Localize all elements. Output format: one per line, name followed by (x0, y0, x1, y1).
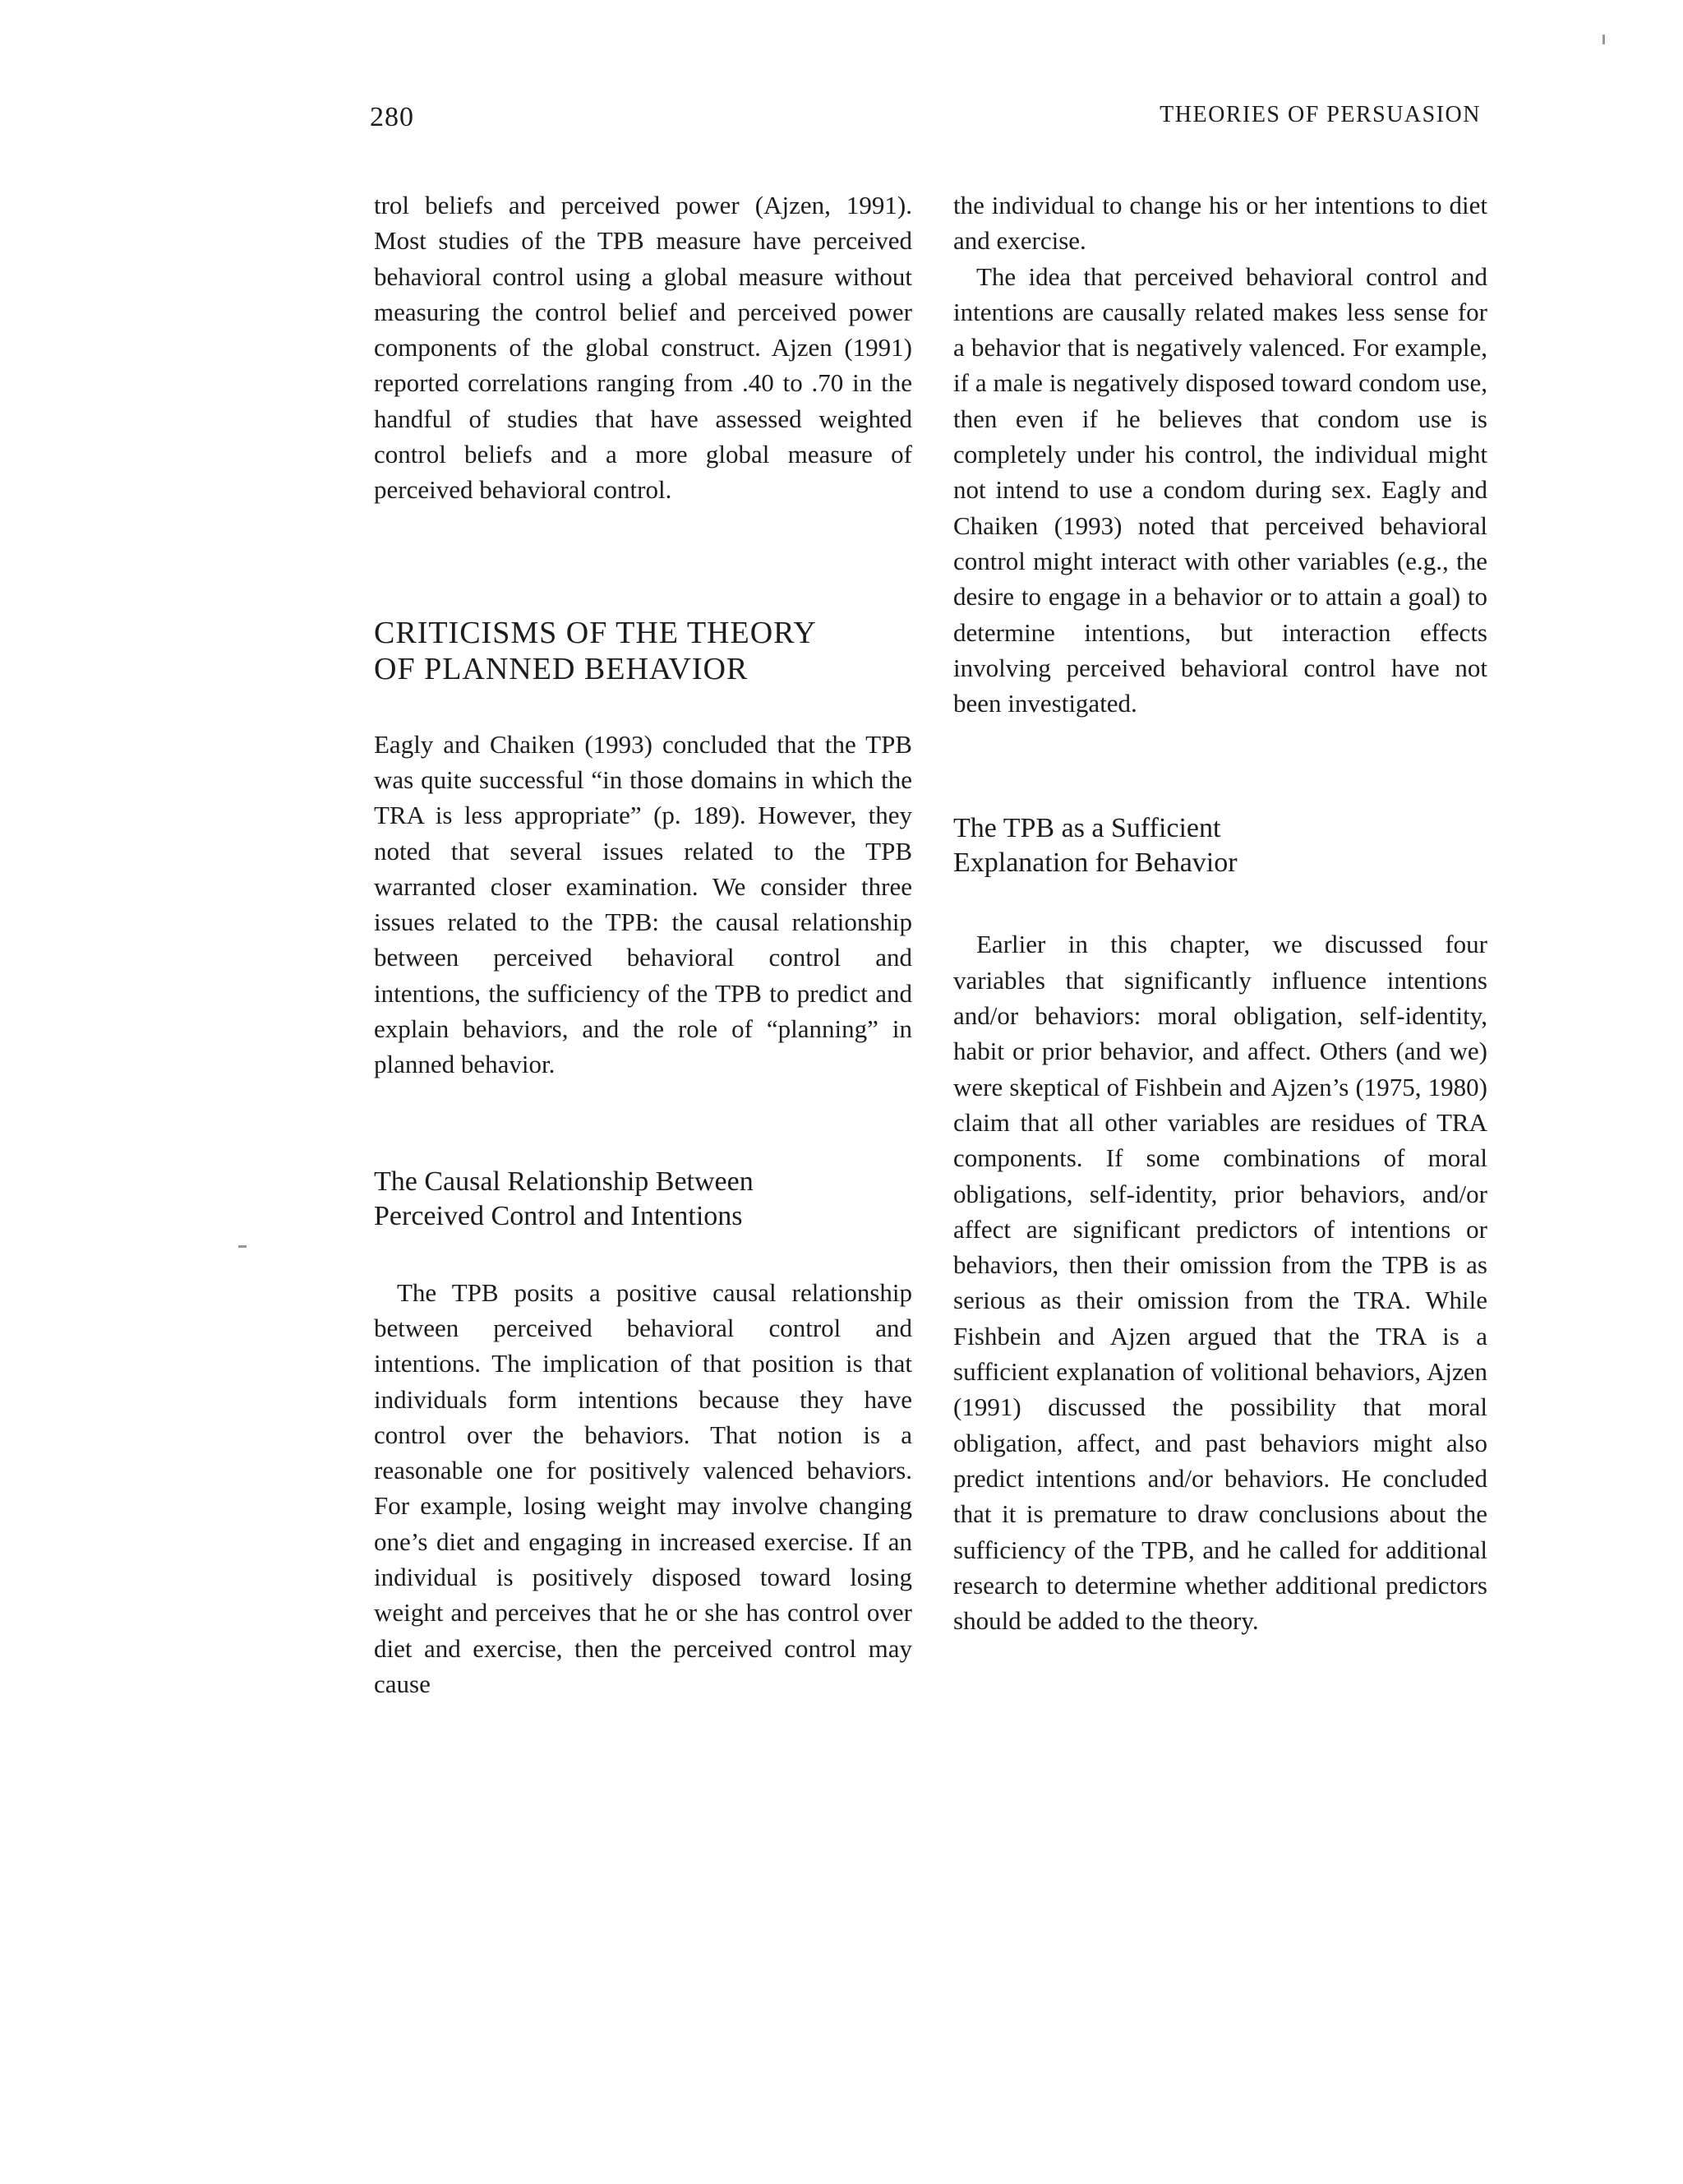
paragraph-left-2: Eagly and Chaiken (1993) concluded that the TPB was quite successful “in those domains in which the TRA is less appropriate” (p. 189). However, they noted that several issues related to the TPB warranted closer examination. We consider three issues related to the TPB: the causal relationship between perceived behavioral control and intentions, the sufficiency of the TPB to predict and explain behaviors, and the role of “planning” in planned behavior. (374, 729, 912, 1079)
heading-line: The TPB as a Sufficient (953, 813, 1221, 844)
section-heading-criticisms (374, 615, 912, 687)
scan-mark (238, 1245, 247, 1248)
scan-mark (1602, 35, 1605, 44)
paragraph-left-1: trol beliefs and perceived power (Ajzen, 1991). Most studies of the TPB measure have perceived behavioral control using a global measure without measuring the control belief and perceived power components of the global construct. Ajzen (1991) reported correlations ranging from .40 to .70 in the handful of studies that have assessed weighted control beliefs and a more global measure of perceived behavioral control. (374, 191, 912, 505)
paragraph-left-3: The TPB posits a positive causal relationship between perceived behavioral control and intentions. The implication of that position is that individuals form intentions because they have control over the behaviors. That notion is a reasonable one for positively valenced behaviors. For example, losing weight may involve changing one’s diet and engaging in increased exercise. If an individual is positively disposed toward losing weight and perceives that he or she has control over diet and exercise, then the perceived control may cause (374, 1277, 912, 1698)
right-column (953, 187, 1487, 1638)
heading-line: Explanation for Behavior (953, 847, 1238, 879)
subheading-tpb-sufficient (953, 811, 1487, 880)
page-number: 280 (370, 102, 414, 132)
running-head: THEORIES OF PERSUASION (1160, 102, 1481, 127)
heading-line: CRITICISMS OF THE THEORY (374, 615, 817, 650)
subheading-causal-relationship (374, 1165, 912, 1234)
left-column (374, 187, 912, 1701)
heading-line: The Causal Relationship Between (374, 1166, 754, 1197)
heading-line: OF PLANNED BEHAVIOR (374, 651, 749, 686)
paragraph-right-1: the individual to change his or her intentions to diet and exercise. (953, 191, 1487, 256)
paragraph-right-2: The idea that perceived behavioral control and intentions are causally related makes less sense for a behavior that is negatively valenced. For example, if a male is negatively disposed toward condom use, then even if he believes that condom use is completely under his control, the individual might not intend to use a condom during sex. Eagly and Chaiken (1993) noted that perceived behavioral control might interact with other variables (e.g., the desire to engage in a behavior or to attain a goal) to determine intentions, but interaction effects involving perceived behavioral control have not been investigated. (953, 261, 1487, 718)
paragraph-right-3: Earlier in this chapter, we discussed four variables that significantly influence intentions and/or behaviors: moral obligation, self-identity, habit or prior behavior, and affect. Others (and we) were skeptical of Fishbein and Ajzen’s (1975, 1980) claim that all other variables are residues of TRA components. If some combinations of moral obligations, self-identity, prior behaviors, and/or affect are significant predictors of intentions or behaviors, then their omission from the TPB is as serious as their omission from the TRA. While Fishbein and Ajzen argued that the TRA is a sufficient explanation of volitional behaviors, Ajzen (1991) discussed the possibility that moral obligation, affect, and past behaviors might also predict intentions and/or behaviors. He concluded that it is premature to draw conclusions about the sufficiency of the TPB, and he called for additional research to determine whether additional predictors should be added to the theory. (953, 930, 1487, 1636)
heading-line: Perceived Control and Intentions (374, 1200, 743, 1231)
